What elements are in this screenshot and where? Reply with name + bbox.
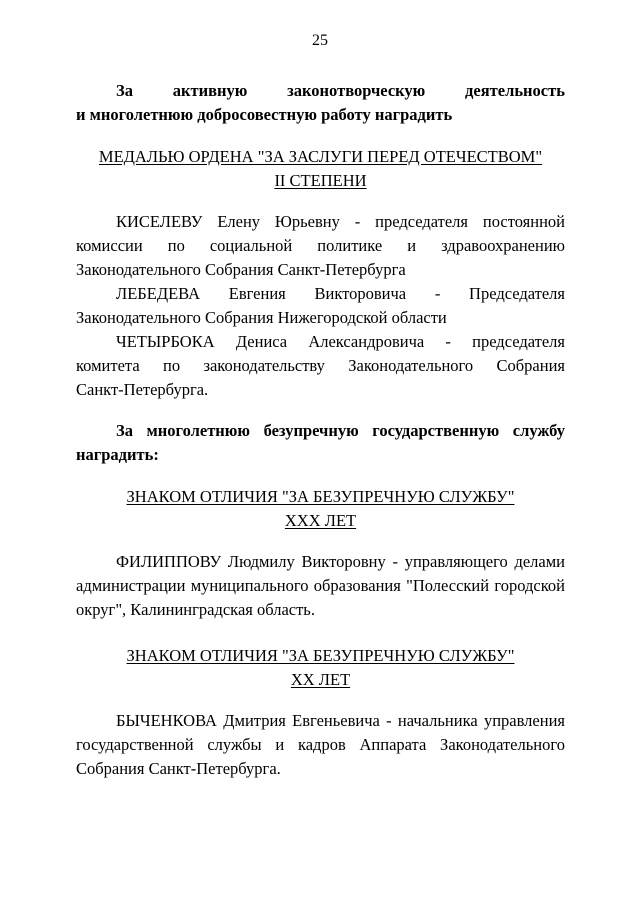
awardee-line <box>76 550 565 574</box>
section3-awardee-bychenkov <box>76 709 565 781</box>
section2-intro-line2: наградить: <box>76 445 159 464</box>
word: Собрания <box>496 356 565 375</box>
awardee-line <box>76 733 565 757</box>
word: председателя <box>375 212 469 231</box>
section1-awardee-lebedev <box>76 282 565 330</box>
word: постоянной <box>482 212 565 231</box>
word: администрации <box>76 576 186 595</box>
word: социальной <box>209 236 293 255</box>
word: БЫЧЕНКОВА <box>116 711 217 730</box>
awardee-line <box>76 282 565 306</box>
section1-intro-line1 <box>76 79 565 103</box>
section3-award-title <box>76 644 565 692</box>
awardee-line: Собрания Санкт-Петербурга. <box>76 759 281 778</box>
awardee-line: Законодательного Собрания Нижегородской области <box>76 308 447 327</box>
page-number: 25 <box>312 32 328 49</box>
word: законотворческую <box>287 81 426 100</box>
awardee-line <box>76 234 565 258</box>
word: кадров <box>297 735 346 754</box>
award-title-line2: II СТЕПЕНИ <box>274 171 367 190</box>
section2-intro <box>76 419 565 467</box>
word: службу <box>512 421 565 440</box>
word: управляющего <box>404 552 508 571</box>
word: Евгеньевича <box>292 711 380 730</box>
word: ФИЛИППОВУ <box>116 552 222 571</box>
word: Людмилу <box>227 552 295 571</box>
awardee-line: Санкт-Петербурга. <box>76 380 209 399</box>
word: - <box>392 552 398 571</box>
word: Дениса <box>235 332 288 351</box>
award-title-line2: XX ЛЕТ <box>290 670 351 689</box>
word: образования <box>313 576 401 595</box>
awardee-line <box>76 574 565 598</box>
word: - <box>434 284 441 303</box>
word: муниципального <box>190 576 309 595</box>
word: политике <box>317 236 383 255</box>
word: делами <box>514 552 565 571</box>
word: Елену <box>217 212 261 231</box>
word: начальника <box>397 711 478 730</box>
word: Председателя <box>469 284 565 303</box>
awardee-line <box>76 709 565 733</box>
word: КИСЕЛЕВУ <box>116 212 203 231</box>
awardee-line <box>76 330 565 354</box>
word: За <box>116 81 133 100</box>
word: Дмитрия <box>223 711 286 730</box>
word: Евгения <box>228 284 286 303</box>
word: по <box>163 356 181 375</box>
word: государственную <box>372 421 500 440</box>
word: Аппарата <box>359 735 427 754</box>
word: - <box>354 212 361 231</box>
word: многолетнюю <box>146 421 251 440</box>
word: председателя <box>472 332 565 351</box>
word: За <box>116 421 133 440</box>
section1-awardee-kiseleva <box>76 210 565 282</box>
word: безупречную <box>263 421 359 440</box>
word: ЧЕТЫРБОКА <box>116 332 215 351</box>
word: - <box>445 332 451 351</box>
word: деятельность <box>465 81 565 100</box>
word: службы <box>207 735 262 754</box>
section2-intro-line1 <box>76 419 565 443</box>
word: ЛЕБЕДЕВА <box>116 284 201 303</box>
section1-intro-line2: и многолетнюю добросовестную работу наградить <box>76 105 453 124</box>
award-title-line1: ЗНАКОМ ОТЛИЧИЯ "ЗА БЕЗУПРЕЧНУЮ СЛУЖБУ" <box>126 487 515 506</box>
word: Александровича <box>308 332 425 351</box>
word: Юрьевну <box>274 212 340 231</box>
word: Викторовича <box>314 284 407 303</box>
word: Викторовну <box>301 552 386 571</box>
word: Законодательного <box>440 735 565 754</box>
word: и <box>407 236 417 255</box>
word: законодательству <box>203 356 325 375</box>
word: - <box>386 711 392 730</box>
word: по <box>167 236 185 255</box>
word: городской <box>494 576 565 595</box>
section1-intro <box>76 79 565 127</box>
award-title-line2: XXX ЛЕТ <box>284 511 357 530</box>
word: "Полесский <box>406 576 490 595</box>
awardee-line: Законодательного Собрания Санкт-Петербурга <box>76 260 406 279</box>
word: государственной <box>76 735 194 754</box>
awardee-line: округ", Калининградская область. <box>76 600 315 619</box>
section1-award-title <box>76 145 565 193</box>
word: комиссии <box>76 236 143 255</box>
section2-awardee-filippova <box>76 550 565 622</box>
awardee-line <box>76 354 565 378</box>
section1-awardee-chetyrbok <box>76 330 565 402</box>
awardee-line <box>76 210 565 234</box>
word: Законодательного <box>348 356 474 375</box>
word: активную <box>172 81 248 100</box>
word: комитета <box>76 356 140 375</box>
section2-award-title <box>76 485 565 533</box>
word: управления <box>483 711 565 730</box>
word: и <box>275 735 285 754</box>
award-title-line1: ЗНАКОМ ОТЛИЧИЯ "ЗА БЕЗУПРЕЧНУЮ СЛУЖБУ" <box>126 646 515 665</box>
word: здравоохранению <box>441 236 565 255</box>
award-title-line1: МЕДАЛЬЮ ОРДЕНА "ЗА ЗАСЛУГИ ПЕРЕД ОТЕЧЕСТВОМ" <box>98 147 543 166</box>
